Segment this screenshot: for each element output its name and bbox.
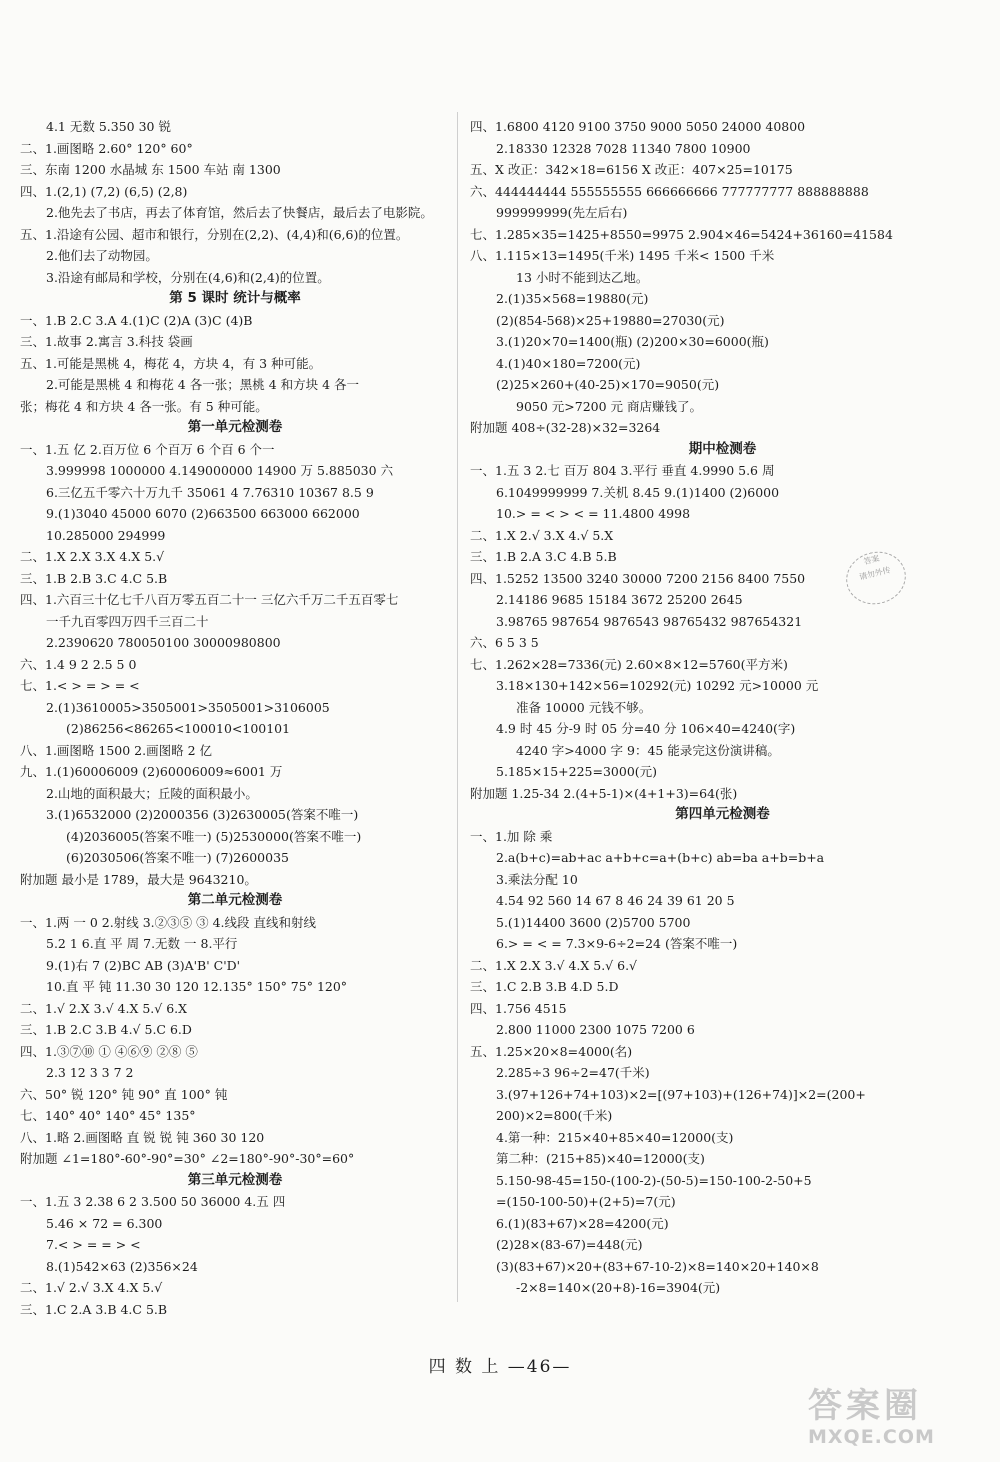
- answer-line: 一千九百零四万四千三百二十: [46, 613, 209, 629]
- answer-line: 七、1.< > = > = <: [20, 678, 140, 693]
- left-column: [20, 116, 450, 1320]
- answer-line: 200)×2=800(千米): [496, 1108, 613, 1123]
- answer-line: 5.150-98-45=150-(100-2)-(50-5)=150-100-2-50+5: [496, 1172, 812, 1188]
- answer-line: 一、1.五 亿 2.百万位 6 个百万 6 个百 6 个一: [20, 441, 275, 457]
- answer-line: 2.2390620 780050100 30000980800: [46, 635, 281, 650]
- section-heading: 第 5 课时 统计与概率: [169, 290, 301, 306]
- answer-line: 13 小时不能到达乙地。: [516, 269, 649, 285]
- answer-line: 一、1.五 3 2.38 6 2 3.500 50 36000 4.五 四: [20, 1194, 286, 1209]
- answer-line: 3.沿途有邮局和学校，分别在(4,6)和(2,4)的位置。: [46, 269, 330, 285]
- answer-line: 八、1.115×13=1495(千米) 1495 千米< 1500 千米: [470, 248, 775, 263]
- answer-line: 2.(1)3610005>3505001>3505001>3106005: [46, 699, 330, 715]
- answer-line: 2.他们去了动物园。: [46, 248, 158, 263]
- answer-line: 2.可能是黑桃 4 和梅花 4 各一张；黑桃 4 和方块 4 各一: [46, 377, 360, 392]
- answer-line: 6.> = < = 7.3×9-6÷2=24 (答案不唯一): [496, 936, 738, 951]
- answer-line: 四、1.5252 13500 3240 30000 7200 2156 8400 7550: [470, 570, 806, 586]
- answer-line: 3.(1)6532000 (2)2000356 (3)2630005(答案不唯一): [46, 807, 359, 822]
- section-heading: 第四单元检测卷: [675, 806, 770, 822]
- answer-line: 10.直 平 钝 11.30 30 120 12.135° 150° 75° 120°: [46, 979, 348, 994]
- answer-line: 五、1.25×20×8=4000(名): [470, 1043, 633, 1059]
- page-footer: 四 数 上 —46—: [428, 1357, 572, 1377]
- answer-line: 4.(1)40×180=7200(元): [496, 355, 641, 371]
- answer-line: 五、1.可能是黑桃 4，梅花 4，方块 4，有 3 种可能。: [20, 355, 322, 371]
- watermark-logo: [808, 1386, 983, 1456]
- answer-line: 6.三亿五千零六十万九千 35061 4 7.76310 10367 8.5 9: [46, 484, 374, 500]
- stamp-line1: 答案: [862, 553, 881, 567]
- answer-line: 7.< > = = > <: [46, 1237, 141, 1252]
- answer-line: 二、1.X 2.X 3.√ 4.X 5.√ 6.√: [470, 957, 638, 973]
- answer-line: (3)(83+67)×20+(83+67-10-2)×8=140×20+140×8: [496, 1258, 819, 1274]
- answer-line: 二、1.X 2.√ 3.X 4.√ 5.X: [470, 527, 614, 543]
- answer-line: 八、1.略 2.画图略 直 锐 锐 钝 360 30 120: [20, 1129, 265, 1145]
- answer-line: 2.3 12 3 3 7 2: [46, 1065, 134, 1080]
- answer-line: 4.9 时 45 分-9 时 05 分=40 分 106×40=4240(字): [496, 721, 796, 736]
- answer-line: 一、1.五 3 2.七 百万 804 3.平行 垂直 4.9990 5.6 周: [470, 463, 775, 478]
- answer-line: 六、50° 锐 120° 钝 90° 直 100° 钝: [20, 1086, 228, 1102]
- answer-line: 四、1.③⑦⑩ ① ④⑥⑨ ②⑧ ⑤: [20, 1043, 198, 1059]
- answer-line: (2)86256<86265<100010<100101: [66, 721, 291, 736]
- watermark-url: MXQE.COM: [808, 1426, 935, 1448]
- answer-line: 2.山地的面积最大；丘陵的面积最小。: [46, 785, 258, 801]
- answer-line: 四、1.六百三十亿七千八百万零五百二十一 三亿六千万二千五百零七: [20, 592, 399, 607]
- answer-line: 3.乘法分配 10: [496, 871, 578, 887]
- answer-line: 第二种：(215+85)×40=12000(支): [496, 1151, 705, 1166]
- answer-line: 六、1.4 9 2 2.5 5 0: [20, 656, 137, 672]
- section-heading: 期中检测卷: [688, 440, 757, 457]
- answer-line: 四、1.756 4515: [470, 1000, 567, 1016]
- section-heading: 第二单元检测卷: [187, 892, 283, 908]
- answer-line: 6.(1)(83+67)×28=4200(元): [496, 1215, 669, 1231]
- section-heading: 第三单元检测卷: [187, 1171, 283, 1188]
- right-column: [470, 116, 975, 1299]
- answer-line: 9.(1)右 7 (2)BC AB (3)A'B' C'D': [46, 957, 241, 973]
- answer-line: 三、1.B 2.A 3.C 4.B 5.B: [470, 549, 617, 564]
- answer-line: 4.第一种：215×40+85×40=12000(支): [496, 1129, 734, 1145]
- answer-line: 三、1.B 2.C 3.B 4.√ 5.C 6.D: [20, 1022, 192, 1037]
- answer-line: 附加题 ∠1=180°-60°-90°=30° ∠2=180°-90°-30°=60°: [20, 1151, 355, 1166]
- answer-line: 9050 元>7200 元 商店赚钱了。: [516, 398, 703, 414]
- answer-line: 2.285÷3 96÷2=47(千米): [496, 1065, 650, 1080]
- answer-line: 准备 10000 元钱不够。: [516, 699, 652, 715]
- answer-line: 3.(1)20×70=1400(瓶) (2)200×30=6000(瓶): [496, 334, 769, 349]
- answer-line: 5.(1)14400 3600 (2)5700 5700: [496, 914, 691, 930]
- answer-line: 附加题 最小是 1789，最大是 9643210。: [20, 871, 257, 887]
- answer-line: 七、1.262×28=7336(元) 2.60×8×12=5760(平方米): [470, 656, 788, 672]
- answer-line: 二、1.√ 2.X 3.√ 4.X 5.√ 6.X: [20, 1000, 188, 1016]
- answer-line: 三、东南 1200 水晶城 东 1500 车站 南 1300: [20, 162, 281, 177]
- answer-line: 四、1.6800 4120 9100 3750 9000 5050 24000 40800: [470, 119, 806, 134]
- answer-line: 附加题 1.25-34 2.(4+5-1)×(4+1+3)=64(张): [470, 785, 738, 801]
- answer-line: (4)2036005(答案不唯一) (5)2530000(答案不唯一): [66, 828, 362, 844]
- column-divider: [457, 112, 458, 1302]
- answer-line: 七、140° 40° 140° 45° 135°: [20, 1108, 196, 1123]
- answer-line: 2.他先去了书店，再去了体育馆，然后去了快餐店，最后去了电影院。: [46, 205, 433, 220]
- answer-line: 二、1.√ 2.√ 3.X 4.X 5.√: [20, 1280, 163, 1295]
- answer-line: 八、1.画图略 1500 2.画图略 2 亿: [20, 742, 213, 758]
- answer-line: 三、1.C 2.A 3.B 4.C 5.B: [20, 1301, 168, 1317]
- answer-line: 四、1.(2,1) (7,2) (6,5) (2,8): [20, 183, 188, 199]
- answer-line: 999999999(先左后右): [496, 205, 628, 220]
- answer-line: 3.999998 1000000 4.149000000 14900 万 5.885030 六: [46, 463, 394, 478]
- answer-line: 6.1049999999 7.关机 8.45 9.(1)1400 (2)6000: [496, 484, 780, 500]
- answer-line: -2×8=140×(20+8)-16=3904(元): [516, 1280, 721, 1295]
- answer-line: 六、6 5 3 5: [470, 635, 539, 650]
- answer-line: 3.98765 987654 9876543 98765432 987654321: [496, 613, 803, 629]
- answer-line: 一、1.两 一 0 2.射线 3.②③⑤ ③ 4.线段 直线和射线: [20, 914, 316, 930]
- answer-line: 5.185×15+225=3000(元): [496, 764, 658, 779]
- answer-line: 2.(1)35×568=19880(元): [496, 291, 649, 306]
- answer-line: 10.> = < > < = 11.4800 4998: [496, 506, 691, 521]
- answer-line: 一、1.加 除 乘: [470, 828, 553, 844]
- answer-line: =(150-100-50)+(2+5)=7(元): [496, 1194, 676, 1209]
- answer-line: 2.14186 9685 15184 3672 25200 2645: [496, 592, 743, 607]
- answer-line: 三、1.B 2.B 3.C 4.C 5.B: [20, 570, 168, 586]
- answer-line: 二、1.画图略 2.60° 120° 60°: [20, 140, 193, 156]
- answer-line: 5.2 1 6.直 平 周 7.无数 一 8.平行: [46, 936, 238, 951]
- answer-line: 五、1.沿途有公园、超市和银行，分别在(2,2)、(4,4)和(6,6)的位置。: [20, 226, 409, 242]
- answer-line: 3.18×130+142×56=10292(元) 10292 元>10000 元: [496, 678, 819, 693]
- answer-line: 一、1.B 2.C 3.A 4.(1)C (2)A (3)C (4)B: [20, 312, 253, 328]
- answer-line: 4240 字>4000 字 9：45 能录完这份演讲稿。: [516, 742, 780, 758]
- answer-line: 4.1 无数 5.350 30 锐: [46, 119, 171, 134]
- answer-line: 九、1.(1)60006009 (2)60006009≈6001 万: [20, 764, 283, 779]
- answer-line: 五、X 改正：342×18=6156 X 改正：407×25=10175: [470, 162, 793, 177]
- answer-line: 2.a(b+c)=ab+ac a+b+c=a+(b+c) ab=ba a+b=b+a: [496, 850, 825, 865]
- answer-line: 5.46 × 72 = 6.300: [46, 1215, 163, 1231]
- answer-line: 二、1.X 2.X 3.X 4.X 5.√: [20, 549, 165, 564]
- answer-line: 七、1.285×35=1425+8550=9975 2.904×46=5424+36160=41584: [470, 226, 893, 242]
- answer-line: 10.285000 294999: [46, 527, 166, 543]
- answer-line: (2)28×(83-67)=448(元): [496, 1237, 643, 1252]
- answer-line: 3.(97+126+74+103)×2=[(97+103)+(126+74)]×2=(200+: [496, 1086, 866, 1102]
- answer-line: 三、1.故事 2.寓言 3.科技 袋画: [20, 334, 193, 349]
- answer-line: 2.18330 12328 7028 11340 7800 10900: [496, 140, 751, 156]
- answer-line: 六、444444444 555555555 666666666 777777777 888888888: [470, 183, 869, 199]
- answer-line: 9.(1)3040 45000 6070 (2)663500 663000 662000: [46, 506, 360, 521]
- answer-line: 附加题 408÷(32-28)×32=3264: [470, 420, 661, 435]
- answer-line: 4.54 92 560 14 67 8 46 24 39 61 20 5: [496, 893, 735, 908]
- answer-line: 2.800 11000 2300 1075 7200 6: [496, 1022, 695, 1037]
- answer-line: (2)25×260+(40-25)×170=9050(元): [496, 377, 720, 392]
- answer-line: 张；梅花 4 和方块 4 各一张。有 5 种可能。: [20, 398, 268, 414]
- answer-line: 8.(1)542×63 (2)356×24: [46, 1258, 198, 1274]
- answer-line: (6)2030506(答案不唯一) (7)2600035: [66, 850, 289, 865]
- answer-line: 三、1.C 2.B 3.B 4.D 5.D: [470, 979, 619, 994]
- section-heading: 第一单元检测卷: [187, 419, 283, 435]
- answer-line: (2)(854-568)×25+19880=27030(元): [496, 312, 725, 328]
- stamp-line2: 请勿外传: [858, 565, 892, 582]
- watermark-title: 答案圈: [808, 1386, 922, 1426]
